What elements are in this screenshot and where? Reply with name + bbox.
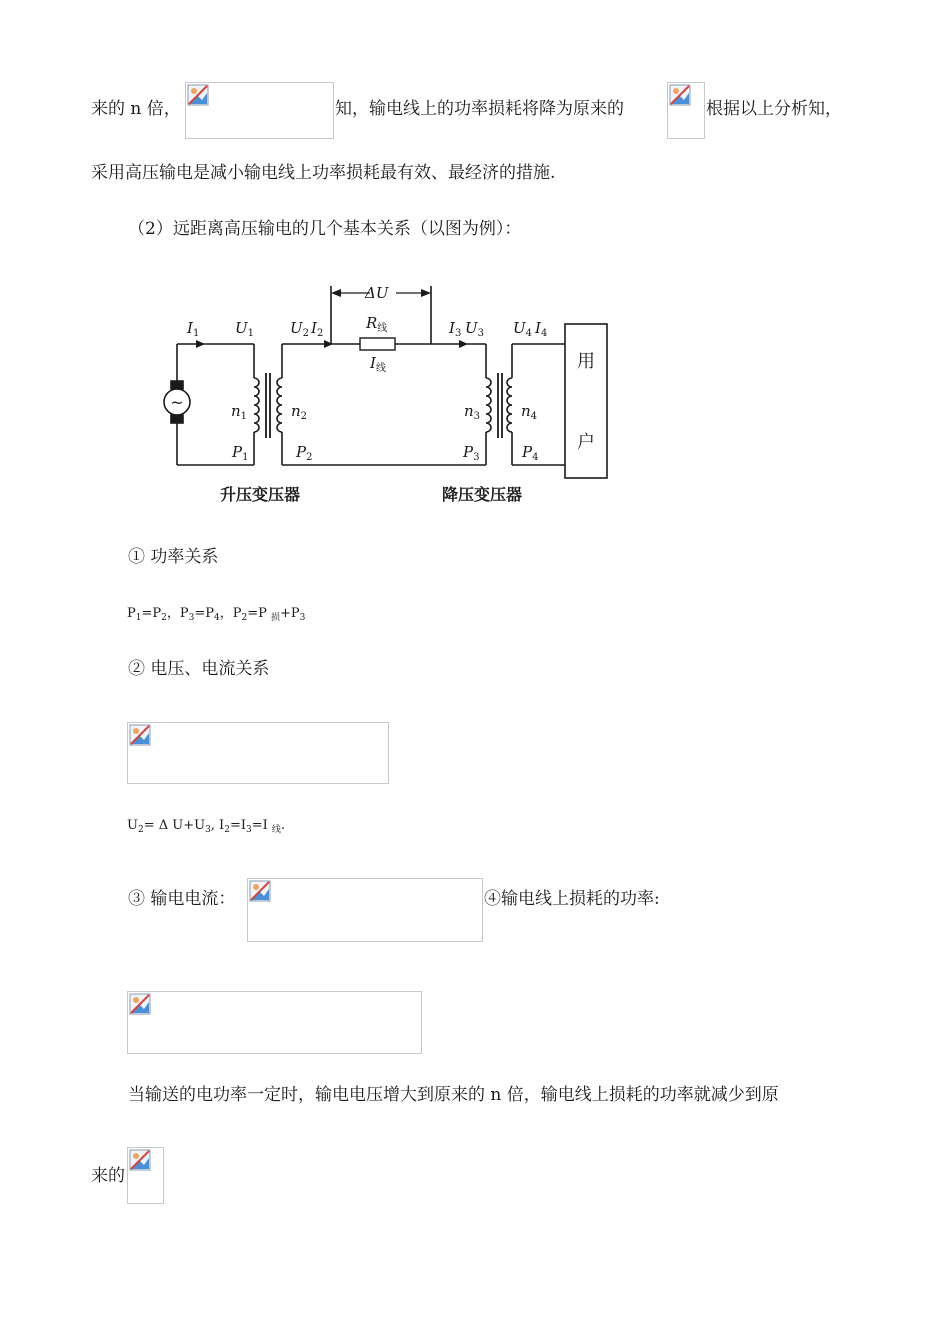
current-arrow-icon xyxy=(196,340,205,348)
i-line-sub: 线 xyxy=(375,363,386,374)
n2-label: n xyxy=(291,402,301,420)
u4-sub: 4 xyxy=(525,328,533,339)
transmission-circuit-diagram xyxy=(160,278,620,510)
n4-label: n xyxy=(521,402,531,420)
n1-label: n xyxy=(231,402,241,420)
i4-sub: 4 xyxy=(540,328,548,339)
svg-text:I1 xyxy=(186,319,199,339)
user-char-1: 用 xyxy=(577,351,595,372)
user-char-2: 户 xyxy=(577,432,595,453)
svg-text:I线 xyxy=(369,354,386,374)
broken-image-icon xyxy=(187,84,209,106)
svg-text:n4 xyxy=(521,402,537,422)
delta-u-label: ΔU xyxy=(365,284,389,302)
item4-title: ④输电线上损耗的功率: xyxy=(484,889,660,909)
svg-text:U3 xyxy=(465,319,484,339)
ac-source-symbol: ~ xyxy=(170,393,184,412)
final-line1: 当输送的电功率一定时，输电电压增大到原来的 n 倍，输电线上损耗的功率就减少到原 xyxy=(128,1085,779,1105)
formula-image xyxy=(185,82,334,139)
formula-image xyxy=(127,991,422,1054)
i2-label: I xyxy=(311,319,317,337)
formula-image xyxy=(667,82,705,139)
svg-text:I2 xyxy=(310,319,323,339)
n3-label: n xyxy=(464,402,474,420)
p3-sub: 3 xyxy=(473,452,480,463)
svg-text:U2 xyxy=(290,319,309,339)
arrow-right-icon xyxy=(421,289,431,297)
p1-label: P xyxy=(232,443,243,461)
broken-image-icon xyxy=(249,880,271,902)
u1-sub: 1 xyxy=(247,328,255,339)
svg-text:P4 xyxy=(521,443,538,463)
current-arrow-icon xyxy=(459,340,468,348)
i1-sub: 1 xyxy=(192,328,200,339)
power-relation-formula: $P_1=P_2$，$P_3=P_4$，$P_2=P$ $_损+P_3$ xyxy=(127,606,306,623)
n4-sub: 4 xyxy=(530,411,538,422)
broken-image-icon xyxy=(129,1149,151,1171)
u2-label: U xyxy=(290,319,303,337)
p4-label: P xyxy=(522,443,533,461)
n2-sub: 2 xyxy=(300,411,308,422)
para1-seg-b: 知，输电线上的功率损耗将降为原来的 xyxy=(335,99,624,119)
svg-text:U1 xyxy=(235,319,254,339)
svg-text:P2 xyxy=(295,443,312,463)
item3-title: ③ 输电电流： xyxy=(128,889,236,909)
formula-image xyxy=(247,878,483,942)
u1-label: U xyxy=(235,319,248,337)
i1-label: I xyxy=(187,319,193,337)
i2-sub: 2 xyxy=(316,328,324,339)
svg-text:I4 xyxy=(534,319,547,339)
item1-title: ① 功率关系 xyxy=(128,547,219,567)
formula-image xyxy=(127,722,389,784)
p2-sub: 2 xyxy=(306,452,313,463)
para1-seg-a: 来的 n 倍， xyxy=(91,99,181,119)
voltage-current-formula: $U_2= \Delta$ $U+U_3$, $I_2=I_3=I$ $_线$. xyxy=(127,818,286,835)
i4-label: I xyxy=(535,319,541,337)
svg-text:P3 xyxy=(462,443,479,463)
u4-label: U xyxy=(513,319,526,337)
broken-image-icon xyxy=(669,84,691,106)
p4-sub: 4 xyxy=(532,452,539,463)
u3-label: U xyxy=(465,319,478,337)
i3-sub: 3 xyxy=(454,328,462,339)
p3-label: P xyxy=(463,443,474,461)
svg-text:U4 xyxy=(513,319,532,339)
para1-seg-c: 根据以上分析知， xyxy=(706,99,842,119)
svg-text:I3 xyxy=(448,319,461,339)
final-line2: 来的 xyxy=(91,1166,125,1186)
section2-heading: （2）远距离高压输电的几个基本关系（以图为例）： xyxy=(128,219,522,239)
step-down-transformer-label: 降压变压器 xyxy=(442,485,523,504)
u3-sub: 3 xyxy=(477,328,485,339)
svg-text:P1 xyxy=(231,443,248,463)
arrow-left-icon xyxy=(331,289,341,297)
broken-image-icon xyxy=(129,724,151,746)
n3-sub: 3 xyxy=(473,411,481,422)
formula-image xyxy=(127,1147,164,1204)
i-line-label: I xyxy=(370,354,376,372)
p2-label: P xyxy=(296,443,307,461)
n1-sub: 1 xyxy=(240,411,248,422)
r-line-sub: 线 xyxy=(377,323,388,334)
svg-text:n3 xyxy=(464,402,480,422)
r-line-label: R xyxy=(366,314,378,332)
item2-title: ② 电压、电流关系 xyxy=(128,659,270,679)
svg-text:n1 xyxy=(231,402,247,422)
u2-sub: 2 xyxy=(302,328,310,339)
step-up-transformer-label: 升压变压器 xyxy=(220,485,301,504)
svg-text:ΔU xyxy=(364,284,390,302)
svg-text:R线 xyxy=(365,314,387,334)
para1-line2: 采用高压输电是减小输电线上功率损耗最有效、最经济的措施. xyxy=(91,163,556,183)
i3-label: I xyxy=(449,319,455,337)
broken-image-icon xyxy=(129,993,151,1015)
p1-sub: 1 xyxy=(242,452,249,463)
svg-text:n2 xyxy=(291,402,307,422)
